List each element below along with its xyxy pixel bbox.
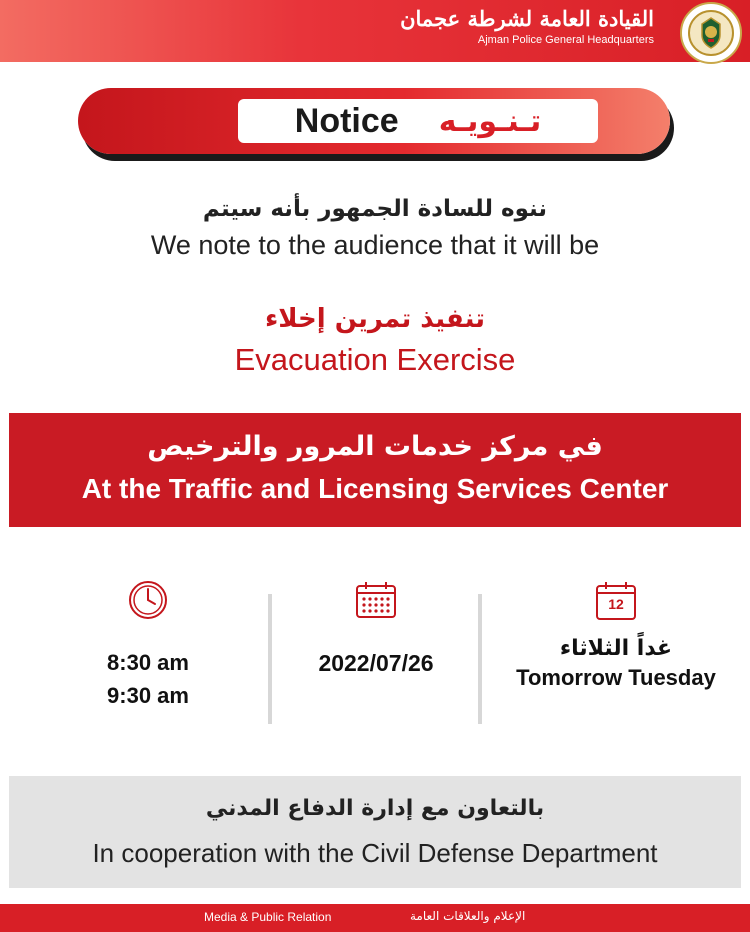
clock-icon [128, 580, 168, 620]
notice-banner [78, 88, 670, 154]
cooperation-box [9, 776, 741, 888]
intro-text-en: We note to the audience that it will be [150, 230, 600, 260]
organization-name [400, 6, 654, 48]
notice-title-box [238, 99, 598, 143]
calendar-day-icon [594, 580, 638, 622]
event-date: 2022/07/26 [318, 650, 434, 676]
notice-title-ar: تـنـويـه [438, 103, 542, 139]
date-column [290, 580, 462, 677]
organization-name-en: Ajman Police General Headquarters [477, 34, 654, 46]
event-title-en: Evacuation Exercise [234, 342, 516, 377]
footer-department-ar: الإعلام والعلاقات العامة [410, 909, 526, 923]
calendar-grid-icon [354, 580, 398, 620]
time-start: 8:30 am [107, 650, 189, 675]
time-column [96, 580, 200, 712]
organization-name-ar: القيادة العامة لشرطة عجمان [400, 6, 654, 31]
day-column [500, 580, 732, 691]
intro-text-ar: ننوه للسادة الجمهور بأنه سيتم [202, 196, 548, 222]
police-emblem-icon [680, 2, 742, 64]
header-bar [0, 0, 750, 62]
location-text-ar: في مركز خدمات المرور والترخيص [147, 431, 603, 462]
day-text-en: Tomorrow Tuesday [516, 665, 716, 690]
footer-bar [0, 904, 750, 932]
cooperation-text-ar: بالتعاون مع إدارة الدفاع المدني [205, 796, 545, 821]
calendar-day-number: 12 [608, 596, 624, 612]
day-text-ar: غداً الثلاثاء [559, 636, 673, 661]
event-title-ar: تنفيذ تمرين إخلاء [264, 304, 486, 334]
location-text-en: At the Traffic and Licensing Services Center [81, 473, 669, 504]
cooperation-text-en: In cooperation with the Civil Defense Department [92, 838, 658, 868]
column-divider [268, 594, 272, 724]
notice-title-en: Notice [294, 101, 399, 140]
time-end: 9:30 am [107, 683, 189, 708]
location-band [9, 413, 741, 527]
footer-department-en: Media & Public Relation [204, 910, 332, 924]
column-divider [478, 594, 482, 724]
